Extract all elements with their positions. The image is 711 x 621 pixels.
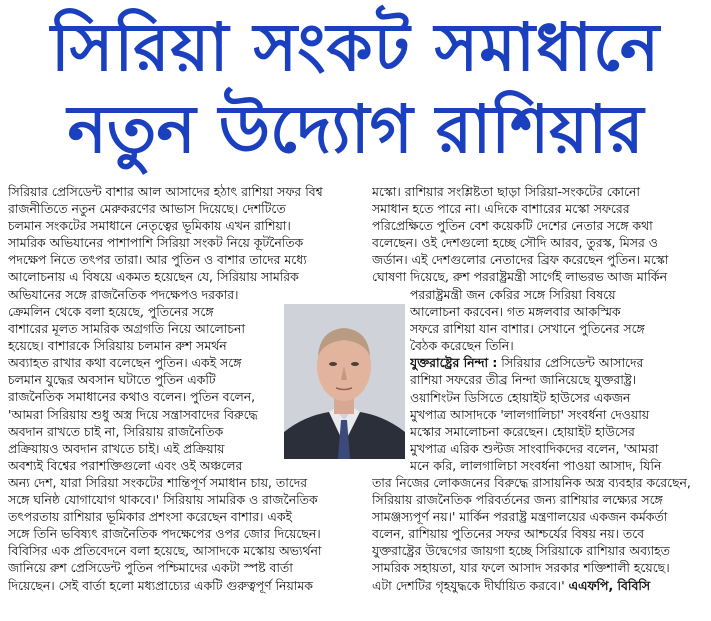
- text-line: অবশ্যই বিশ্বের পরাশক্তিগুলো এবং ওই অঞ্চলের: [8, 457, 243, 473]
- text-line: হয়েছে। বাশারকে সিরিয়ায় চলমান রুশ সমর্থন: [8, 338, 227, 354]
- text-line: সিরিয়ায় রাজনৈতিক পরিবর্তনের জন্য রাশিয়ার লক্ষ্যের সঙ্গে: [372, 492, 663, 508]
- text-line: রাজনৈতিক সমাধানের কথাও বলেন। পুতিন বলেন,: [8, 389, 256, 405]
- text-fragment: সিরিয়ার প্রেসিডেন্ট আসাদের: [501, 355, 644, 371]
- text-line: যুক্তরাষ্ট্রের উদ্বেগের জায়গা হচ্ছে সিরিয়াকে রাশিয়ার অব্যাহত: [372, 543, 670, 559]
- text-line: অবদান রাখতে চাই না, সিরিয়ায় রাজনৈতিক: [8, 423, 224, 439]
- text-line: অন্য দেশ, যারা সিরিয়া সংকটের শান্তিপূর্ণ সমাধান চায়, তাদের: [8, 475, 308, 490]
- text-line: ক্রেমলিন থেকে বলা হয়েছে, পুতিনের সঙ্গে: [8, 304, 214, 319]
- right-column-bottom: [372, 474, 706, 594]
- text-line: সমাধান হতে পারে না। এদিকে বাশারের মস্কো সফরের: [372, 201, 630, 217]
- headline-line-1: সিরিয়া সংকট সমাধানে: [50, 9, 661, 86]
- left-column: [8, 183, 350, 303]
- text-line: পদক্ষেপ নিতে তৎপর তারা। আর পুতিন ও বাশার তাদের মধ্যে: [8, 252, 307, 268]
- text-line: প্রক্রিয়ায়ও অবদান রাখতে চাই। এই প্রক্রিয়ায়: [8, 440, 225, 456]
- text-line: দিয়েছেন। সেই বার্তা হলো মধ্যপ্রাচ্যের একটি গুরুত্বপূর্ণ নিয়ামক: [8, 577, 313, 593]
- text-line: মুখপাত্র এরিক শুল্টজ সাংবাদিকদের বলেন, 'আমরা: [410, 440, 659, 456]
- text-line: ওয়াশিংটন ডিসিতে হোয়াইট হাউসের একজন: [410, 389, 631, 405]
- section-first-line: [410, 354, 706, 371]
- text-line: বৈঠক করেছেন তিনি।: [410, 338, 514, 354]
- text-line: আলোচনায় এ বিষয়ে একমত হয়েছেন যে, সিরিয়ায় সামরিক: [8, 269, 299, 285]
- text-line: সফরে রাশিয়া যান বাশার। সেখানে পুতিনের সঙ্গে: [410, 321, 645, 337]
- text-line: সামঞ্জস্যপূর্ণ নয়।' মার্কিন পররাষ্ট্র মন্ত্রণালয়ের একজন কর্মকর্তা: [372, 509, 668, 525]
- text-line: রাজনীতিতে নতুন মেরুকরণের আভাস দিয়েছে। দেশটিতে: [8, 201, 286, 217]
- text-line: তৎপরতায় রাশিয়ার ভূমিকার প্রশংসা করেছেন বাশার। একই: [8, 509, 292, 525]
- left-column-bottom: [8, 474, 350, 594]
- text-line: আলোচনা করবেন। গত মঙ্গলবার আকস্মিক: [410, 304, 621, 320]
- text-line: সামরিক অভিযানের পাশাপাশি সিরিয়া সংকট নিয়ে কূটনৈতিক: [8, 235, 304, 251]
- text-line: অভিযানের সঙ্গে রাজনৈতিক পদক্ষেপও দরকার।: [8, 286, 239, 302]
- text-line: মস্কো। রাশিয়ার সংশ্লিষ্টতা ছাড়া সিরিয়া-সংকটের কোনো: [372, 184, 640, 199]
- right-column-wrapped: [410, 286, 706, 474]
- text-line: বিবিসির এক প্রতিবেদনে বলা হয়েছে, আসাদকে মস্কোয় অভ্যর্থনা: [8, 543, 322, 559]
- closing-line: [372, 577, 706, 594]
- text-line: বাশারের মূলত সামরিক অগ্রগতি নিয়ে আলোচনা: [8, 321, 245, 337]
- headline-line-2: নতুন উদ্যোগ রাশিয়ার: [67, 91, 644, 168]
- text-line: পরিপ্রেক্ষিতে পুতিন বেশ কয়েকটি দেশের নেতার সঙ্গে কথা: [372, 218, 653, 234]
- credit: এএফপি, বিবিসি: [568, 577, 651, 593]
- text-line: চলমান যুদ্ধের অবসান ঘটাতে পুতিন একটি: [8, 372, 216, 388]
- text-fragment: এটা দেশটির গৃহযুদ্ধকে দীর্ঘায়িত করবে।': [372, 577, 565, 593]
- text-line: পররাষ্ট্রমন্ত্রী জন কেরির সঙ্গে সিরিয়া বিষয়ে: [410, 287, 616, 302]
- text-line: জানিয়ে রুশ প্রেসিডেন্ট পুতিন পশ্চিমাদের একটা স্পষ্ট বার্তা: [8, 560, 293, 576]
- text-line: বলেছেন। ওই দেশগুলো হচ্ছে সৌদি আরব, তুরস্ক, মিসর ও: [372, 235, 658, 251]
- putin-photo: [284, 304, 405, 459]
- text-line: জর্ডান। এই দেশগুলোর নেতাদের ব্রিফ করেছেন পুতিন। মস্কো: [372, 252, 669, 268]
- text-line: সিরিয়ার প্রেসিডেন্ট বাশার আল আসাদের হঠাৎ রাশিয়া সফর বিশ্ব: [8, 184, 323, 199]
- text-line: সঙ্গে ঘনিষ্ঠ যোগাযোগ থাকবে।' সিরিয়ায় সামরিক ও রাজনৈতিক: [8, 492, 318, 508]
- text-line: মুখপাত্র আসাদকে 'লালগালিচা' সংবর্ধনা দেওয়ায়: [410, 406, 650, 422]
- text-line: সামরিক সহায়তা, যার ফলে আসাদ সরকার শক্তিশালী হয়েছে।: [372, 560, 670, 576]
- left-column-wrapped: [8, 303, 280, 474]
- text-line: মস্কোর সমালোচনা করেছেন। হোয়াইট হাউসের: [410, 423, 635, 439]
- text-line: অব্যাহত রাখার কথা বলেছেন পুতিন। একই সঙ্গে: [8, 355, 242, 371]
- text-line: তার নিজের লোকজনের বিরুদ্ধে রাসায়নিক অস্ত্র ব্যবহার করেছেন,: [372, 475, 691, 490]
- text-line: ঘোষণা দিয়েছে, রুশ পররাষ্ট্রমন্ত্রী সার্গেই লাভরভ আজ মার্কিন: [372, 269, 667, 285]
- text-line: 'আমরা সিরিয়ায় শুধু অস্ত্র দিয়ে সন্ত্রাসবাদের বিরুদ্ধে: [8, 406, 258, 422]
- text-line: সঙ্গে তিনি ভবিষ্যৎ রাজনৈতিক পদক্ষেপের ওপর জোর দিয়েছেন।: [8, 526, 321, 542]
- text-line: চলমান সংকটের সমাধানে নেতৃত্বের ভূমিকায় এখন রাশিয়া।: [8, 218, 291, 234]
- text-line: বলেন, রাশিয়ায় পুতিনের সফর আশ্চর্যের বিষয় নয়। তবে: [372, 526, 645, 542]
- right-column: [372, 183, 706, 286]
- text-line: মনে করি, লালগালিচা সংবর্ধনা পাওয়া আসাদ, যিনি: [410, 457, 662, 473]
- text-line: রাশিয়া সফরের তীব্র নিন্দা জানিয়েছে যুক্তরাষ্ট্র।: [410, 372, 637, 388]
- section-heading: যুক্তরাষ্ট্রের নিন্দা :: [410, 355, 498, 371]
